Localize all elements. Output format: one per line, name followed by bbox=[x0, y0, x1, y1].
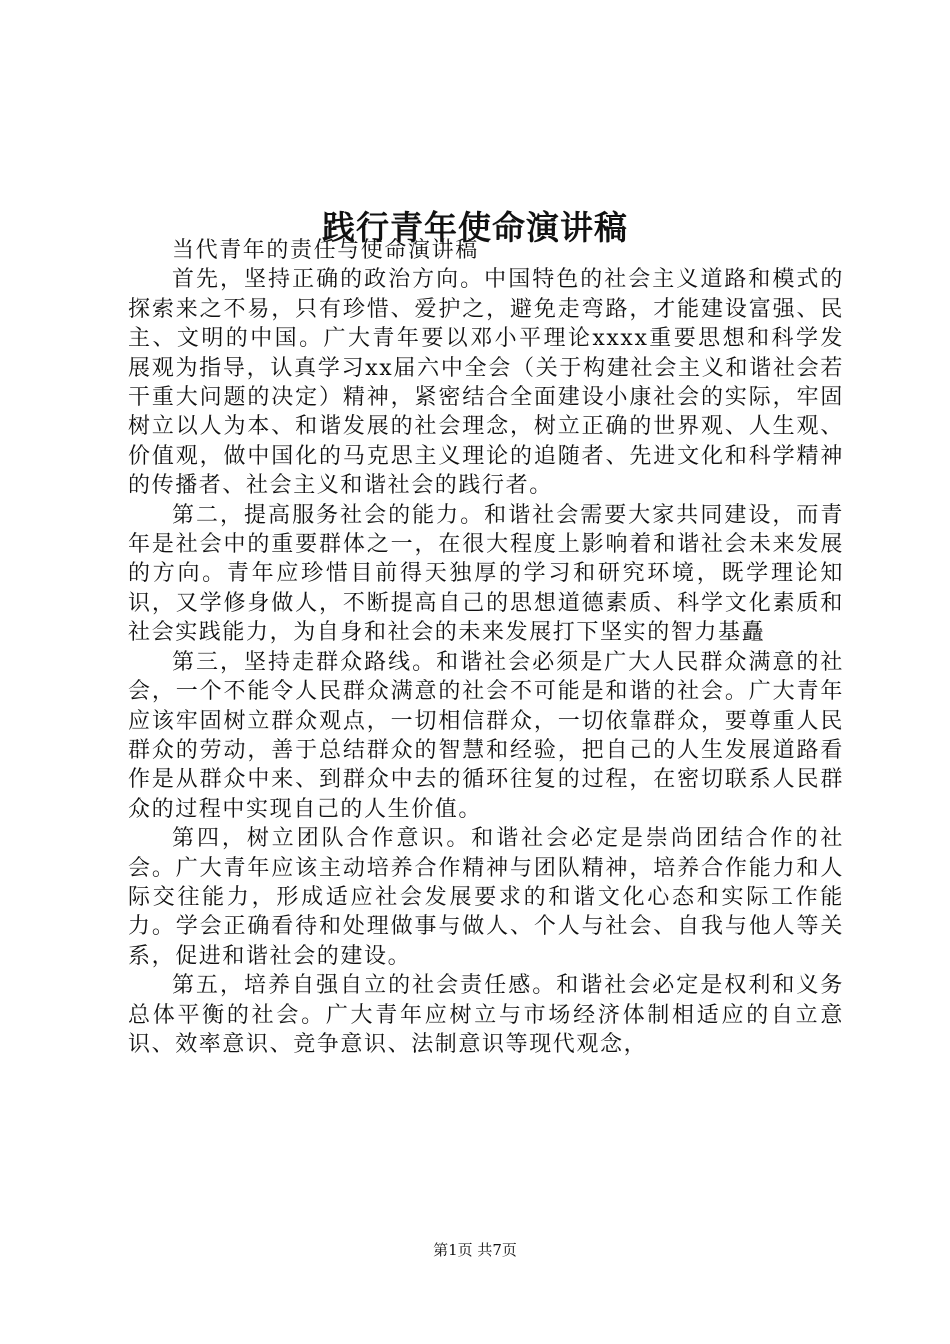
paragraph-first: 首先，坚持正确的政治方向。中国特色的社会主义道路和模式的探索来之不易，只有珍惜、爱护之，避免走弯路，才能建设富强、民主、文明的中国。广大青年要以邓小平理论xxxx重要思想和科学发展观为指导，认真学习xx届六中全会（关于构建社会主义和谐社会若干重大问题的决定）精神，紧密结合全面建设小康社会的实际，牢固树立以人为本、和谐发展的社会理念，树立正确的世界观、人生观、价值观，做中国化的马克思主义理论的追随者、先进文化和科学精神的传播者、社会主义和谐社会的践行者。 bbox=[128, 267, 844, 499]
paragraph-fifth: 第五，培养自强自立的社会责任感。和谐社会必定是权利和义务总体平衡的社会。广大青年应树立与市场经济体制相适应的自立意识、效率意识、竞争意识、法制意识等现代观念， bbox=[128, 973, 844, 1057]
paragraph-second: 第二，提高服务社会的能力。和谐社会需要大家共同建设，而青年是社会中的重要群体之一，在很大程度上影响着和谐社会未来发展的方向。青年应珍惜目前得天独厚的学习和研究环境，既学理论知识，又学修身做人，不断提高自己的思想道德素质、科学文化素质和社会实践能力，为自身和社会的未来发展打下坚实的智力基矗 bbox=[128, 502, 844, 646]
document-title: 践行青年使命演讲稿 bbox=[322, 208, 628, 248]
paragraph-third: 第三，坚持走群众路线。和谐社会必须是广大人民群众满意的社会，一个不能令人民群众满意的社会不可能是和谐的社会。广大青年应该牢固树立群众观点，一切相信群众，一切依靠群众，要尊重人民群众的劳动，善于总结群众的智慧和经验，把自己的人生发展道路看作是从群众中来、到群众中去的循环往复的过程，在密切联系人民群众的过程中实现自己的人生价值。 bbox=[128, 649, 844, 822]
document-body bbox=[128, 236, 844, 1059]
subtitle-paragraph: 当代青年的责任与使命演讲稿 bbox=[172, 238, 479, 263]
page-number-footer: 第1页 共7页 bbox=[433, 1241, 517, 1259]
paragraph-fourth: 第四，树立团队合作意识。和谐社会必定是崇尚团结合作的社会。广大青年应该主动培养合作精神与团队精神，培养合作能力和人际交往能力，形成适应社会发展要求的和谐文化心态和实际工作能力。学会正确看待和处理做事与做人、个人与社会、自我与他人等关系，促进和谐社会的建设。 bbox=[128, 826, 844, 969]
